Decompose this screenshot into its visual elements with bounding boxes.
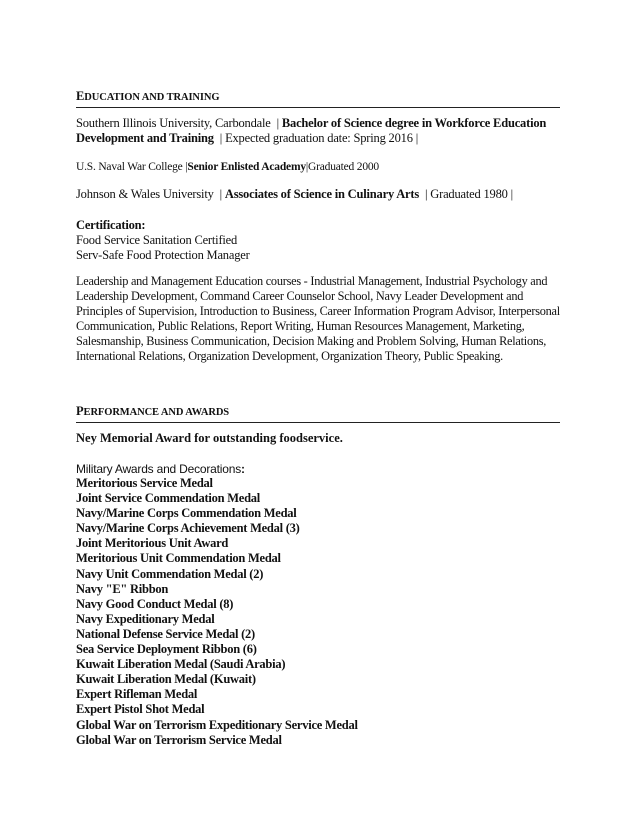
certification-block: [76, 218, 560, 263]
school-name: U.S. Naval War College: [76, 161, 183, 173]
ney-memorial-award: Ney Memorial Award for outstanding foodservice.: [76, 431, 343, 445]
separator: |: [415, 131, 418, 145]
list-item: Navy Unit Commendation Medal (2): [76, 566, 264, 581]
school-name: Johnson & Wales University: [76, 187, 214, 201]
graduation-info: Expected graduation date: Spring 2016: [225, 131, 413, 145]
military-awards-label: Military Awards and Decorations:: [76, 462, 245, 476]
certification-item: Food Service Sanitation Certified: [76, 233, 238, 247]
medal-list: [76, 476, 358, 748]
certification-label: Certification:: [76, 218, 146, 232]
list-item: Navy/Marine Corps Achievement Medal (3): [76, 521, 300, 536]
separator: |: [185, 161, 188, 173]
list-item: Joint Meritorious Unit Award: [76, 536, 229, 551]
list-item: Navy "E" Ribbon: [76, 581, 169, 596]
performance-heading: PERFORMANCE AND AWARDS: [76, 405, 560, 423]
list-item: Sea Service Deployment Ribbon (6): [76, 642, 257, 657]
separator: |: [424, 187, 428, 201]
degree-name: Senior Enlisted Academy: [187, 161, 306, 173]
graduation-info: Graduated 2000: [308, 161, 379, 173]
list-item: Navy Good Conduct Medal (8): [76, 596, 234, 611]
education-entry-siu: [76, 116, 560, 146]
education-heading: EDUCATION AND TRAINING: [76, 90, 560, 108]
separator: |: [219, 187, 222, 201]
list-item: Navy Expeditionary Medal: [76, 611, 215, 626]
degree-name: Bachelor of Science degree in Workforce Education Development and Training: [76, 116, 547, 145]
list-item: Joint Service Commendation Medal: [76, 491, 260, 506]
degree-name: Associates of Science in Culinary Arts: [224, 187, 420, 201]
education-entry-jwu: [76, 187, 560, 202]
separator: |: [276, 116, 279, 130]
list-item: Global War on Terrorism Service Medal: [76, 732, 282, 747]
separator: |: [305, 161, 308, 173]
separator: |: [219, 131, 223, 145]
list-item: Kuwait Liberation Medal (Kuwait): [76, 672, 256, 687]
certification-item: Serv-Safe Food Protection Manager: [76, 248, 250, 262]
list-item: Expert Rifleman Medal: [76, 687, 198, 702]
separator: |: [510, 187, 513, 201]
school-name: Southern Illinois University, Carbondale: [76, 116, 271, 130]
list-item: Meritorious Service Medal: [76, 476, 213, 490]
list-item: Navy/Marine Corps Commendation Medal: [76, 506, 297, 521]
list-item: National Defense Service Medal (2): [76, 626, 255, 641]
courses-paragraph: Leadership and Management Education courses - Industrial Management, Industrial Psychology and Leadership Development, Command Career Counselor School, Navy Leader Development and Principles of Supervision, Introduction to Business, Career Information Program Advisor, Interpersonal Communication, Public Relations, Report Writing, Human Resources Management, Marketing, Salesmanship, Business Communication, Decision Making and Problem Solving, Human Relations, International Relations, Organization Development, Organization Theory, Public Speaking.: [76, 274, 560, 364]
list-item: Kuwait Liberation Medal (Saudi Arabia): [76, 657, 286, 672]
list-item: Expert Pistol Shot Medal: [76, 702, 205, 717]
list-item: Global War on Terrorism Expeditionary Service Medal: [76, 717, 358, 732]
graduation-info: Graduated 1980: [430, 187, 508, 201]
list-item: Meritorious Unit Commendation Medal: [76, 551, 281, 566]
education-entry-nwc: [76, 160, 560, 175]
